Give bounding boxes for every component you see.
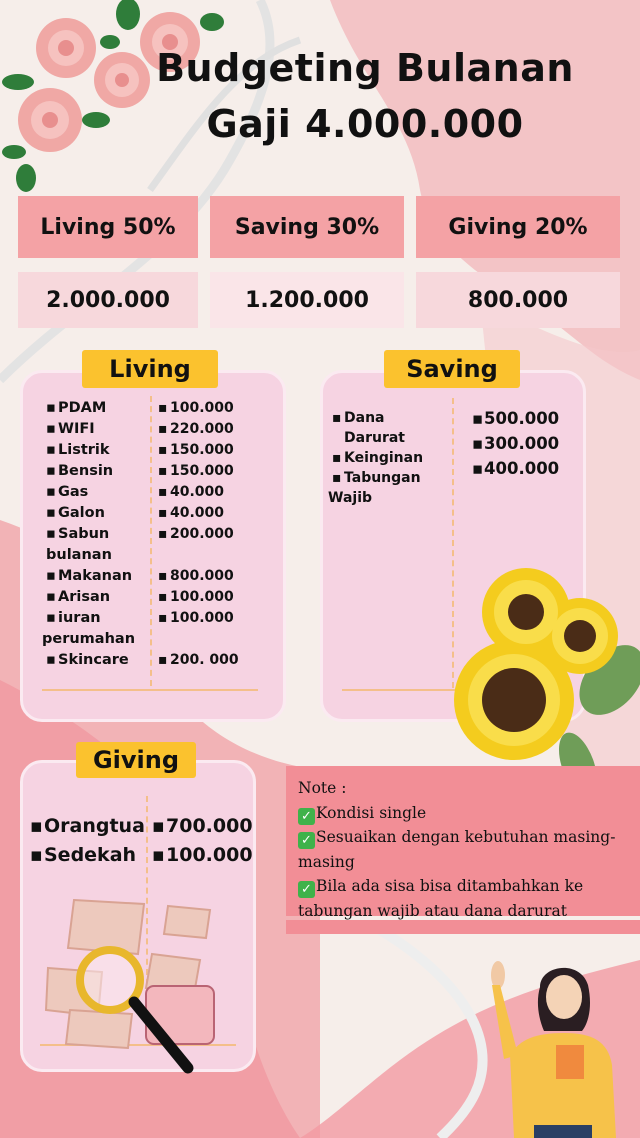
living-item-names [42,398,150,671]
living-item-name: ▪ Listrik [46,440,150,461]
saving-item-value: ▪ 500.000 [472,406,572,431]
living-item-name: ▪ Galon [46,503,150,524]
giving-item-name: ▪ Orangtua [30,812,148,841]
living-item-value: ▪ 800.000 [158,566,268,587]
note-underline [286,920,640,934]
living-item-value: ▪ 150.000 [158,440,268,461]
living-item-value: ▪ 200. 000 [158,650,268,671]
giving-item-value: ▪ 100.000 [152,841,252,870]
giving-title-pill: Giving [76,742,196,778]
page-title [150,40,580,152]
category-amount-saving: 1.200.000 [210,272,404,328]
note-text: Kondisi single [316,803,427,822]
saving-item-values [472,406,572,481]
living-item-name-cont: perumahan [42,631,136,647]
note-label: Note : [298,779,347,797]
saving-item-value: ▪ 300.000 [472,431,572,456]
living-item-name: ▪ Sabun [46,524,150,545]
check-mark-icon: ✓ [298,832,315,849]
saving-item-names [328,408,450,508]
living-item-name: ▪ Makanan [46,566,150,587]
giving-item-name: ▪ Sedekah [30,841,148,870]
saving-item-name: ▪ Keinginan [332,448,450,468]
living-item-value: ▪ 100.000 [158,587,268,608]
saving-item-name: ▪ Tabungan [332,468,450,488]
check-mark-icon: ✓ [298,808,315,825]
note-text: Sesuaikan dengan kebutuhan masing-masing [298,828,616,871]
category-header-saving: Saving 30% [210,196,404,258]
title-line-2: Gaji 4.000.000 [206,102,524,146]
living-item-name-cont: bulanan [46,547,112,563]
saving-item-value: ▪ 400.000 [472,456,572,481]
saving-title-pill: Saving [384,350,520,388]
saving-item-name-cont: Wajib [328,490,373,506]
note-line [298,801,628,826]
living-item-value: ▪ 40.000 [158,503,268,524]
living-title-pill: Living [82,350,218,388]
note-box [286,766,640,920]
title-line-1: Budgeting Bulanan [156,46,574,90]
saving-item-name: ▪ Dana Darurat [332,408,450,448]
living-item-value: ▪ 200.000 [158,524,268,545]
woman-pointing-illustration [470,955,630,1138]
giving-item-value: ▪ 700.000 [152,812,252,841]
category-header-giving: Giving 20% [416,196,620,258]
living-item-name: ▪ Bensin [46,461,150,482]
living-item-values [158,398,268,671]
living-item-value: ▪ 220.000 [158,419,268,440]
living-item-name: ▪ iuran [46,608,150,629]
note-line [298,874,628,923]
living-bottom-line [42,689,258,691]
books-magnifier-illustration [40,890,240,1080]
giving-item-names [30,812,148,870]
check-mark-icon: ✓ [298,881,315,898]
living-item-value: ▪ 100.000 [158,398,268,419]
living-item-value: ▪ 100.000 [158,608,268,629]
living-item-name: ▪ Gas [46,482,150,503]
note-text: Bila ada sisa bisa ditambahkan ke tabungan wajib atau dana darurat [298,877,584,920]
living-item-value: ▪ 40.000 [158,482,268,503]
giving-item-values [152,812,252,870]
living-item-name: ▪ PDAM [46,398,150,419]
note-line [298,825,628,874]
living-item-name: ▪ WIFI [46,419,150,440]
living-divider [150,396,152,686]
living-item-name: ▪ Arisan [46,587,150,608]
living-item-value: ▪ 150.000 [158,461,268,482]
category-amount-living: 2.000.000 [18,272,198,328]
category-header-living: Living 50% [18,196,198,258]
category-amount-giving: 800.000 [416,272,620,328]
living-item-name: ▪ Skincare [46,650,150,671]
